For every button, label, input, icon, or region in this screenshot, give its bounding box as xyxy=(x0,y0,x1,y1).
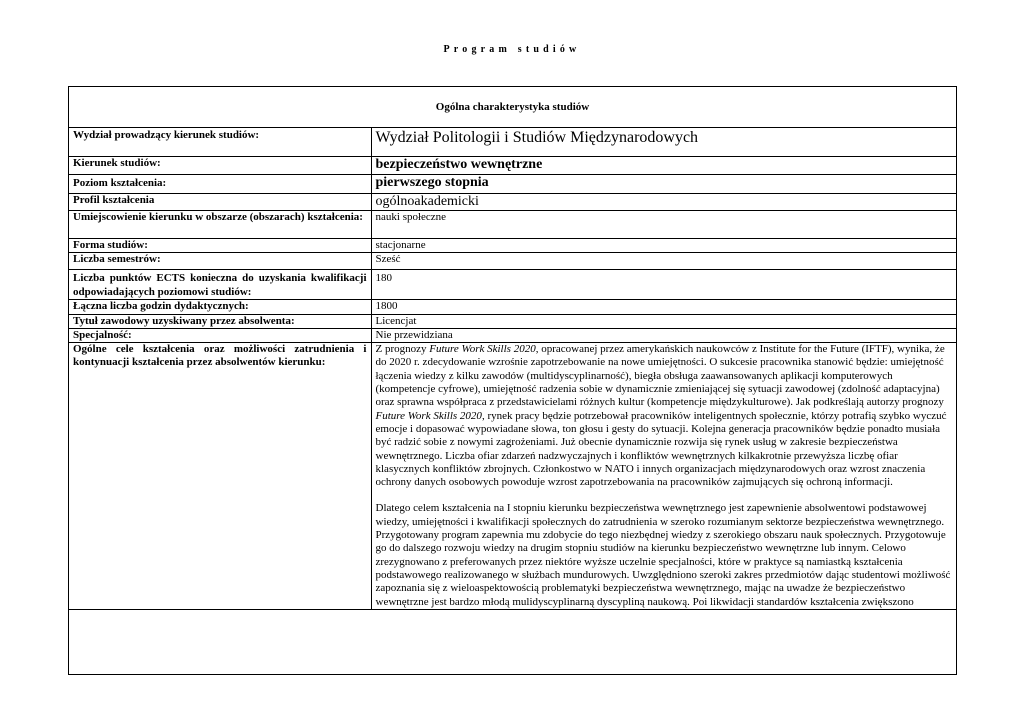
table-row xyxy=(69,128,956,157)
row-label: Profil kształcenia xyxy=(69,194,371,211)
row-label: Liczba semestrów: xyxy=(69,253,371,270)
text-run: , opracowanej przez amerykańskich naukowców z Institute for the Future (IFTF), wynika, że do 2020 r. zdecydowanie wzrośnie zapotrzebowanie na nowe umiejętności. O sukcesie pracownika stanowić będzie: umiejętność łączenia wiedzy z kilku zawodów (multidyscyplinarność), biegła obsługa zaawansowanych aplikacji komputerowych (kompetencje cyfrowe), umiejętność radzenia sobie w dynamicznie zmieniającej się sytuacji zawodowej (zdolność adaptacyjna) oraz sprawna współpraca z przedstawicielami różnych kultur (kompetencje międzykulturowe). Jak podkreślają autorzy prognozy xyxy=(375,343,945,409)
table-row xyxy=(69,211,956,239)
degree-title-value: Licencjat xyxy=(371,314,956,328)
goals-description xyxy=(371,343,956,610)
report-title: Future Work Skills 2020 xyxy=(429,343,536,356)
study-characteristics-table xyxy=(68,86,957,675)
row-label: Specjalność: xyxy=(69,328,371,342)
table-row xyxy=(69,175,956,194)
table-heading: Ogólna charakterystyka studiów xyxy=(69,87,956,128)
paragraph-gap xyxy=(376,489,953,502)
ects-value: 180 xyxy=(371,270,956,300)
goals-paragraph-1 xyxy=(376,343,953,489)
row-label: Kierunek studiów: xyxy=(69,157,371,175)
text-run: Z prognozy xyxy=(375,343,430,356)
field-area-value: nauki społeczne xyxy=(371,211,956,239)
table-row xyxy=(69,300,956,314)
field-of-study-value: bezpieczeństwo wewnętrzne xyxy=(371,157,956,175)
faculty-value: Wydział Politologii i Studiów Międzynarodowych xyxy=(371,128,956,157)
characteristics-grid xyxy=(69,128,956,610)
report-title: Future Work Skills 2020 xyxy=(375,409,482,422)
profile-value: ogólnoakademicki xyxy=(371,194,956,211)
table-row xyxy=(69,157,956,175)
document-title: Program studiów xyxy=(443,44,581,55)
table-row xyxy=(69,328,956,342)
row-label: Wydział prowadzący kierunek studiów: xyxy=(69,128,371,157)
row-label: Tytuł zawodowy uzyskiwany przez absolwenta: xyxy=(69,314,371,328)
table-row xyxy=(69,270,956,300)
semesters-value: Sześć xyxy=(371,253,956,270)
specialization-value: Nie przewidziana xyxy=(371,328,956,342)
row-label: Liczba punktów ECTS konieczna do uzyskania kwalifikacji odpowiadających poziomowi studiów: xyxy=(69,270,371,300)
table-row xyxy=(69,239,956,253)
level-value: pierwszego stopnia xyxy=(371,175,956,194)
row-label: Umiejscowienie kierunku w obszarze (obszarach) kształcenia: xyxy=(69,211,371,239)
row-label: Poziom kształcenia: xyxy=(69,175,371,194)
table-row xyxy=(69,343,956,610)
study-form-value: stacjonarne xyxy=(371,239,956,253)
table-row xyxy=(69,194,956,211)
row-label: Forma studiów: xyxy=(69,239,371,253)
table-row xyxy=(69,314,956,328)
hours-value: 1800 xyxy=(371,300,956,314)
row-label: Ogólne cele kształcenia oraz możliwości zatrudnienia i kontynuacji kształcenia przez absolwentów kierunku: xyxy=(69,343,371,610)
row-label: Łączna liczba godzin dydaktycznych: xyxy=(69,300,371,314)
text-run: , rynek pracy będzie potrzebował pracowników inteligentnych społecznie, którzy potrafią szybko wyczuć emocje i dopasować wypowiadane słowa, ton głosu i gesty do sytuacji. Kolejna generacja pracowników będzie ponadto musiała być radzić sobie z nowymi zagrożeniami. Już obecnie dynamicznie rozwija się rynek usług w zakresie bezpieczeństwa wewnętrznego. Liczba ofiar zdarzeń nadzwyczajnych i konfliktów wewnętrznych kilkakrotnie przewyższa liczbę ofiar klasycznych konfliktów zbrojnych. Członkostwo w NATO i innych organizacjach międzynarodowych oraz wzrost znaczenia ochrony danych osobowych powoduje wzrost zapotrzebowania na pracowników zajmujących się ochroną informacji. xyxy=(375,409,947,489)
table-row xyxy=(69,253,956,270)
goals-paragraph-2: Dlatego celem kształcenia na I stopniu kierunku bezpieczeństwa wewnętrznego jest zapewnienie absolwentowi podstawowej wiedzy, umiejętności i kwalifikacji społecznych do zatrudnienia w szeroko rozumianym sektorze bezpieczeństwa wewnętrznego. Przygotowany program zapewnia mu zdobycie do tego niezbędnej wiedzy z szerokiego obszaru nauk społecznych. Przygotowuje go do dalszego rozwoju wiedzy na drugim stopniu studiów na kierunku bezpieczeństwo wewnętrzne lub innym. Celowo zrezygnowano z preferowanych przez niektóre wyższe uczelnie specjalności, które w praktyce są namiastką kształcenia podstawowego realizowanego w służbach mundurowych. Uwzględniono szeroki zakres przedmiotów dając studentowi możliwość zapoznania się z wieloaspektowością problematyki bezpieczeństwa wewnętrznego, mając na uwadze że bezpieczeństwo wewnętrzne jest bardzo młodą mulidyscyplinarną dyscypliną naukową. Poi likwidacji standardów kształcenia zwiększono xyxy=(375,502,951,608)
